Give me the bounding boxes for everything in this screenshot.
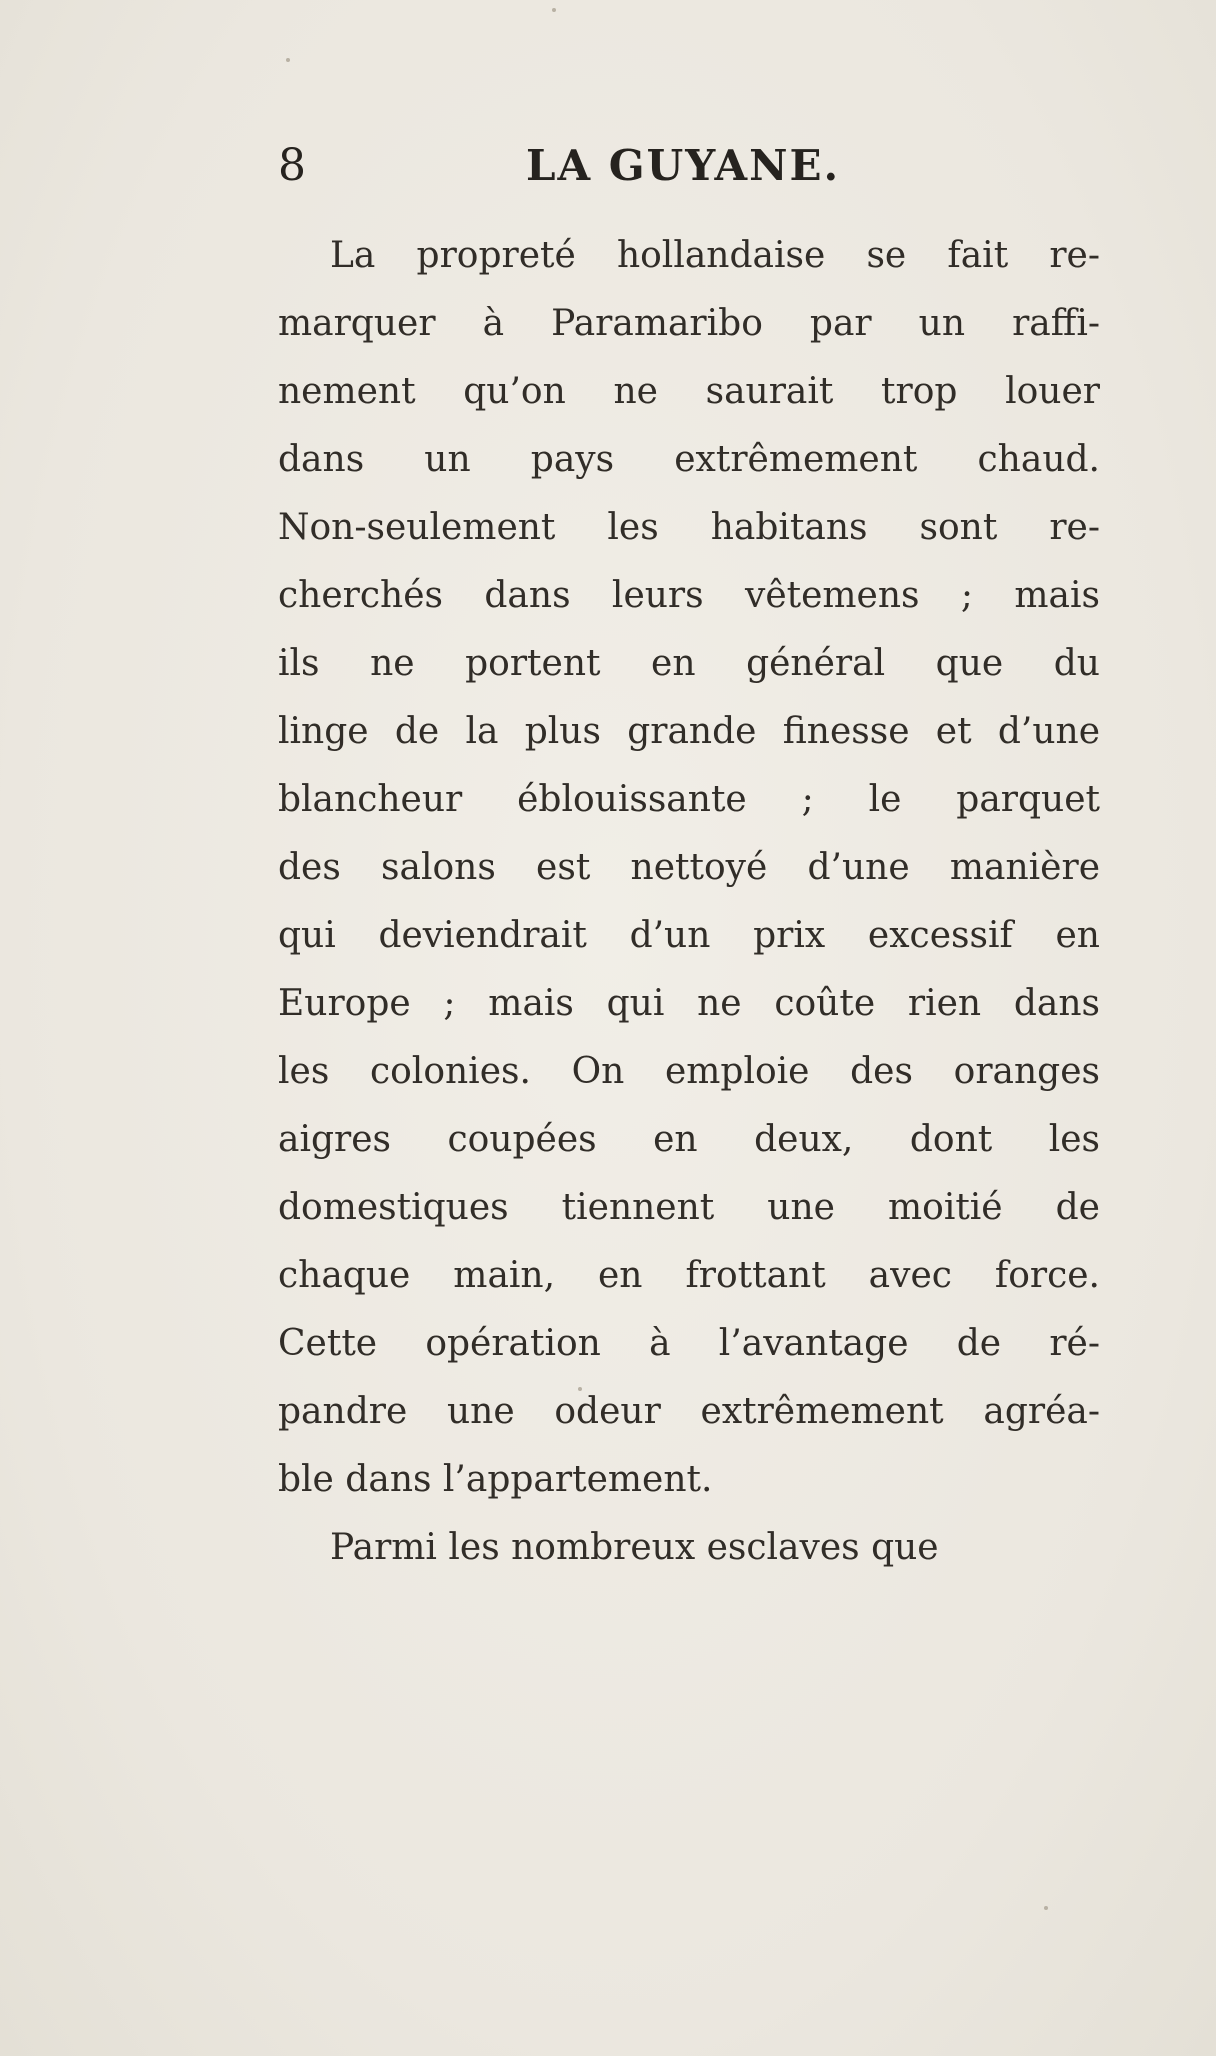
text-line: ils ne portent en général que du bbox=[278, 643, 1100, 684]
text-line: des salons est nettoyé d’une manière bbox=[278, 847, 1100, 888]
text-line: cherchés dans leurs vêtemens ; mais bbox=[278, 575, 1100, 616]
text-line: qui deviendrait d’un prix excessif en bbox=[278, 915, 1100, 956]
text-line: Parmi les nombreux esclaves que bbox=[330, 1527, 939, 1568]
text-line: nement qu’on ne saurait trop louer bbox=[278, 371, 1100, 412]
text-line: les colonies. On emploie des oranges bbox=[278, 1051, 1100, 1092]
text-line: chaque main, en frottant avec force. bbox=[278, 1255, 1100, 1296]
text-line: La propreté hollandaise se fait re- bbox=[330, 235, 1100, 276]
paper-speck bbox=[552, 8, 556, 12]
paper-speck bbox=[286, 58, 290, 62]
text-line: pandre une odeur extrêmement agréa- bbox=[278, 1391, 1100, 1432]
page-header bbox=[278, 136, 1108, 206]
text-line: linge de la plus grande finesse et d’une bbox=[278, 711, 1100, 752]
page-number: 8 bbox=[278, 140, 306, 191]
paper-speck bbox=[1044, 1906, 1048, 1910]
text-line: blancheur éblouissante ; le parquet bbox=[278, 779, 1100, 820]
text-line: marquer à Paramaribo par un raffi- bbox=[278, 303, 1100, 344]
text-line: dans un pays extrêmement chaud. bbox=[278, 439, 1100, 480]
text-line: domestiques tiennent une moitié de bbox=[278, 1187, 1100, 1228]
text-line: Europe ; mais qui ne coûte rien dans bbox=[278, 983, 1100, 1024]
text-line: ble dans l’appartement. bbox=[278, 1459, 713, 1500]
body-text bbox=[278, 222, 1100, 1582]
text-line: aigres coupées en deux, dont les bbox=[278, 1119, 1100, 1160]
running-head: LA GUYANE. bbox=[526, 141, 841, 190]
text-line: Cette opération à l’avantage de ré- bbox=[278, 1323, 1100, 1364]
text-line: Non-seulement les habitans sont re- bbox=[278, 507, 1100, 548]
